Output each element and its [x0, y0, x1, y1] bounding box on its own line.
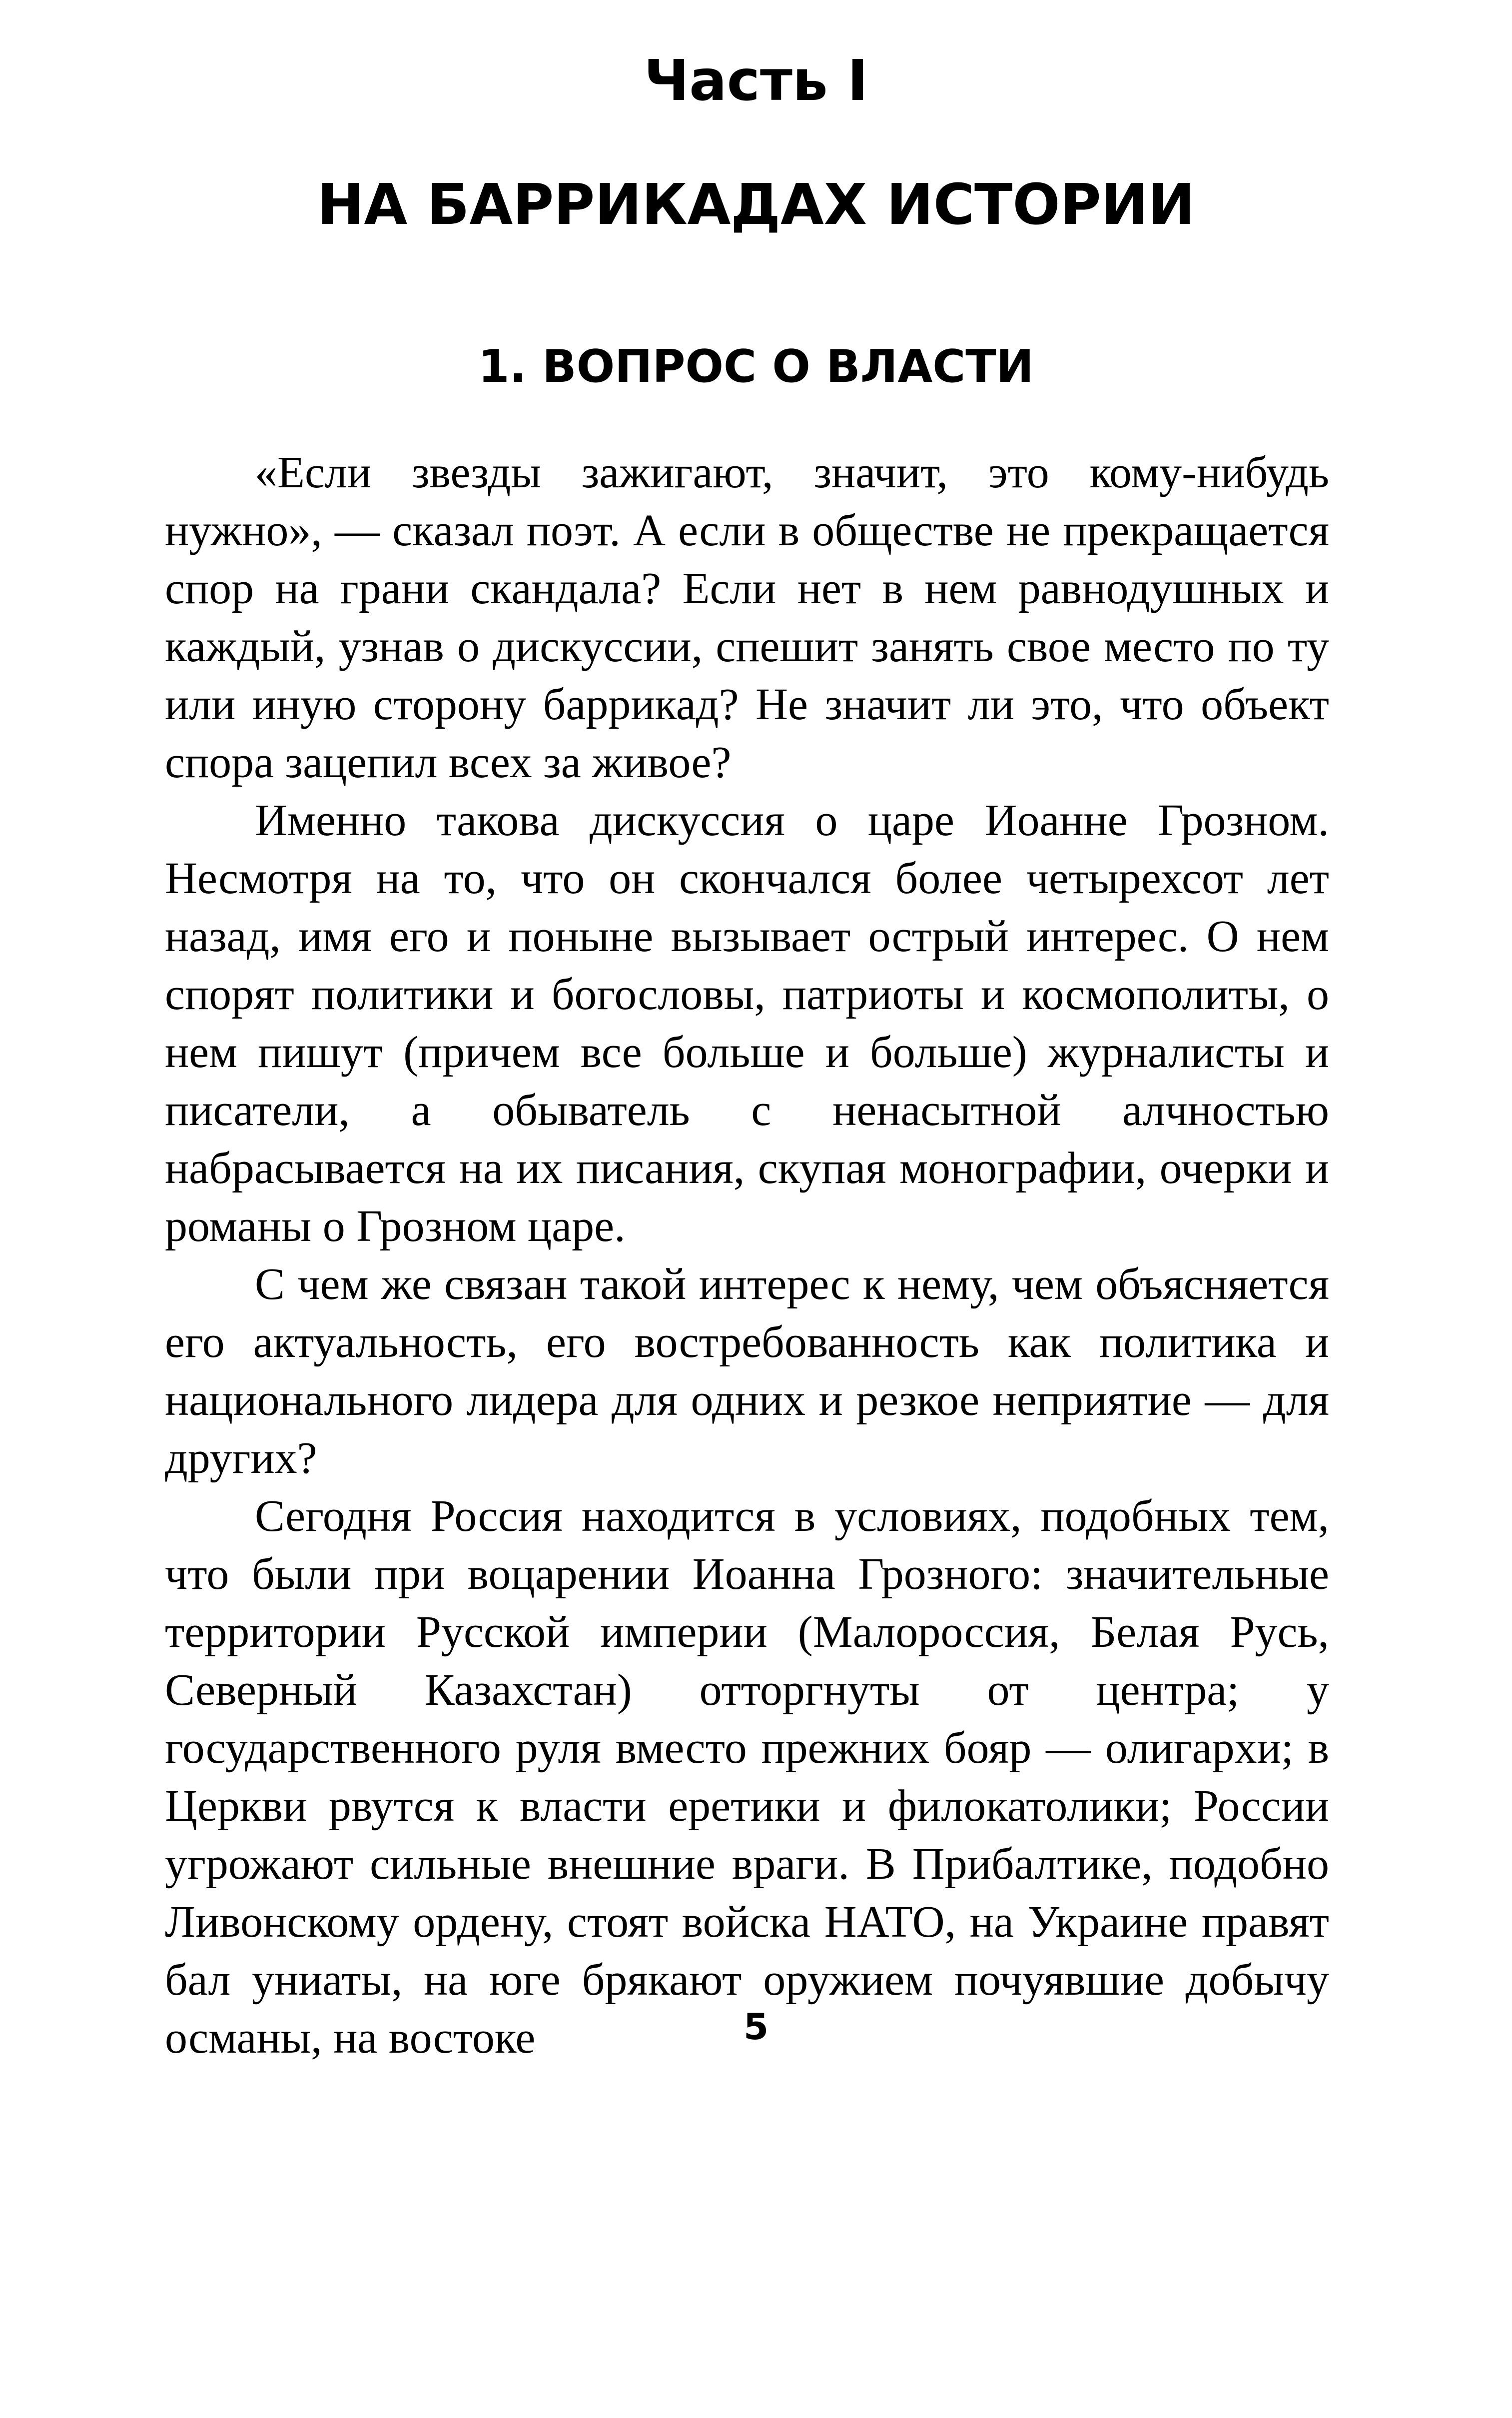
page-number: 5 [743, 2006, 769, 2048]
part-title: Часть I [644, 48, 868, 113]
paragraph: «Если звезды зажигают, значит, это кому-нибудь нужно», — сказал поэт. А если в обществе не прекращается спор на грани скандала? Если нет в нем равнодушных и каждый, узнав о дискуссии, спешит занять свое место по ту или иную сторону баррикад? Не значит ли это, что объект спора зацепил всех за живое? [165, 448, 1329, 787]
body-text [165, 444, 1329, 2067]
paragraph: С чем же связан такой интерес к нему, чем объясняется его актуальность, его востребованность как политика и национального лидера для одних и резкое неприятие — для других? [165, 1259, 1329, 1483]
paragraph: Сегодня Россия находится в условиях, подобных тем, что были при воцарении Иоанна Грозного: значительные территории Русской империи (Малороссия, Белая Русь, Северный Казахстан) отторгнуты от центра; у государственного руля вместо прежних бояр — олигархи; в Церкви рвутся к власти еретики и филокатолики; России угрожают сильные внешние враги. В Прибалтике, подобно Ливонскому ордену, стоят войска НАТО, на Украине правят бал униаты, на юге брякают оружием почуявшие добычу османы, на востоке [165, 1491, 1329, 2063]
paragraph: Именно такова дискуссия о царе Иоанне Грозном. Несмотря на то, что он скончался более четырехсот лет назад, имя его и поныне вызывает острый интерес. О нем спорят политики и богословы, патриоты и космополиты, о нем пишут (причем все больше и больше) журналисты и писатели, а обыватель с ненасытной алчностью набрасывается на их писания, скупая монографии, очерки и романы о Грозном царе. [165, 796, 1329, 1251]
chapter-title: 1. ВОПРОС О ВЛАСТИ [478, 340, 1034, 393]
section-title: НА БАРРИКАДАХ ИСТОРИИ [317, 172, 1195, 237]
